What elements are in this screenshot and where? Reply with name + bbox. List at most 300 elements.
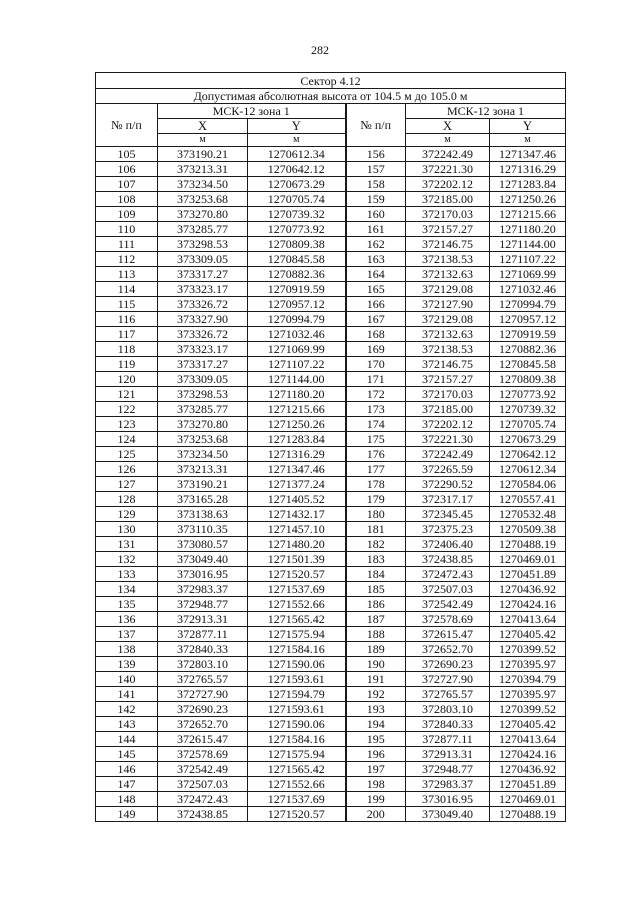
y-coord-left: 1271520.57: [248, 807, 346, 822]
table-row: [96, 612, 566, 627]
x-coord-right: 372127.90: [406, 297, 490, 312]
x-coord-right: 372202.12: [406, 177, 490, 192]
left-num-header: № п/п: [96, 104, 158, 147]
point-number-left: 121: [96, 387, 158, 402]
point-number-left: 106: [96, 162, 158, 177]
y-coord-right: 1271215.66: [490, 207, 566, 222]
x-coord-left: 373253.68: [158, 192, 248, 207]
point-number-left: 125: [96, 447, 158, 462]
y-coord-right: 1270557.41: [490, 492, 566, 507]
y-coord-right: 1271107.22: [490, 252, 566, 267]
point-number-right: 177: [346, 462, 406, 477]
point-number-right: 188: [346, 627, 406, 642]
x-coord-left: 372727.90: [158, 687, 248, 702]
x-coord-left: 372983.37: [158, 582, 248, 597]
point-number-right: 156: [346, 147, 406, 162]
point-number-left: 145: [96, 747, 158, 762]
point-number-right: 173: [346, 402, 406, 417]
y-coord-right: 1271032.46: [490, 282, 566, 297]
table-row: [96, 792, 566, 807]
table-row: [96, 657, 566, 672]
point-number-right: 193: [346, 702, 406, 717]
y-coord-left: 1271405.52: [248, 492, 346, 507]
y-coord-left: 1271316.29: [248, 447, 346, 462]
x-coord-right: 372507.03: [406, 582, 490, 597]
point-number-right: 174: [346, 417, 406, 432]
point-number-left: 115: [96, 297, 158, 312]
table-row: [96, 357, 566, 372]
x-coord-right: 372129.08: [406, 282, 490, 297]
table-row: [96, 387, 566, 402]
x-coord-right: 372438.85: [406, 552, 490, 567]
x-coord-left: 372507.03: [158, 777, 248, 792]
x-coord-left: 373317.27: [158, 267, 248, 282]
point-number-right: 194: [346, 717, 406, 732]
table-row: [96, 492, 566, 507]
x-coord-left: 372472.43: [158, 792, 248, 807]
y-coord-right: 1270488.19: [490, 807, 566, 822]
point-number-left: 126: [96, 462, 158, 477]
y-coord-left: 1270773.92: [248, 222, 346, 237]
y-coord-left: 1271593.61: [248, 672, 346, 687]
y-coord-right: 1270809.38: [490, 372, 566, 387]
table-row: [96, 327, 566, 342]
point-number-right: 200: [346, 807, 406, 822]
y-coord-right: 1270957.12: [490, 312, 566, 327]
y-coord-left: 1271575.94: [248, 747, 346, 762]
x-coord-left: 373234.50: [158, 447, 248, 462]
point-number-right: 179: [346, 492, 406, 507]
x-coord-left: 372877.11: [158, 627, 248, 642]
x-coord-right: 372578.69: [406, 612, 490, 627]
x-coord-right: 372983.37: [406, 777, 490, 792]
point-number-left: 148: [96, 792, 158, 807]
y-coord-left: 1271552.66: [248, 777, 346, 792]
y-coord-right: 1270436.92: [490, 582, 566, 597]
y-coord-left: 1271107.22: [248, 357, 346, 372]
x-coord-right: 372129.08: [406, 312, 490, 327]
x-coord-right: 372652.70: [406, 642, 490, 657]
point-number-left: 117: [96, 327, 158, 342]
y-coord-right: 1271250.26: [490, 192, 566, 207]
point-number-right: 196: [346, 747, 406, 762]
table-row: [96, 417, 566, 432]
x-coord-right: 372242.49: [406, 447, 490, 462]
x-coord-right: 372185.00: [406, 192, 490, 207]
point-number-right: 190: [346, 657, 406, 672]
point-number-left: 105: [96, 147, 158, 162]
x-coord-right: 372727.90: [406, 672, 490, 687]
table-row: [96, 462, 566, 477]
table-row: [96, 372, 566, 387]
y-coord-left: 1271565.42: [248, 762, 346, 777]
page-number: 282: [311, 43, 329, 57]
point-number-right: 165: [346, 282, 406, 297]
point-number-left: 113: [96, 267, 158, 282]
point-number-left: 143: [96, 717, 158, 732]
x-coord-left: 373326.72: [158, 327, 248, 342]
point-number-right: 180: [346, 507, 406, 522]
x-coord-left: 373309.05: [158, 372, 248, 387]
y-coord-right: 1270405.42: [490, 627, 566, 642]
x-coord-left: 373298.53: [158, 387, 248, 402]
table-row: [96, 222, 566, 237]
x-coord-right: 372132.63: [406, 327, 490, 342]
y-coord-left: 1271501.39: [248, 552, 346, 567]
y-coord-left: 1271590.06: [248, 657, 346, 672]
y-coord-left: 1271250.26: [248, 417, 346, 432]
left-x-header: X: [158, 119, 248, 134]
x-coord-right: 372913.31: [406, 747, 490, 762]
x-coord-right: 372265.59: [406, 462, 490, 477]
point-number-right: 183: [346, 552, 406, 567]
table-row: [96, 477, 566, 492]
point-number-right: 189: [346, 642, 406, 657]
y-coord-right: 1270405.42: [490, 717, 566, 732]
x-coord-left: 373317.27: [158, 357, 248, 372]
table-row: [96, 717, 566, 732]
y-coord-left: 1270882.36: [248, 267, 346, 282]
y-coord-right: 1270413.64: [490, 612, 566, 627]
y-coord-right: 1271347.46: [490, 147, 566, 162]
x-coord-right: 372170.03: [406, 207, 490, 222]
right-x-header: X: [406, 119, 490, 134]
x-coord-right: 372221.30: [406, 432, 490, 447]
x-coord-left: 373016.95: [158, 567, 248, 582]
x-coord-left: 373190.21: [158, 147, 248, 162]
x-coord-left: 372652.70: [158, 717, 248, 732]
table-row: [96, 567, 566, 582]
table-row: [96, 762, 566, 777]
point-number-right: 184: [346, 567, 406, 582]
y-coord-left: 1271032.46: [248, 327, 346, 342]
point-number-right: 199: [346, 792, 406, 807]
table-row: [96, 207, 566, 222]
x-coord-right: 372242.49: [406, 147, 490, 162]
y-coord-left: 1270612.34: [248, 147, 346, 162]
table-row: [96, 267, 566, 282]
point-number-left: 137: [96, 627, 158, 642]
point-number-left: 140: [96, 672, 158, 687]
point-number-right: 175: [346, 432, 406, 447]
point-number-left: 133: [96, 567, 158, 582]
y-coord-left: 1270994.79: [248, 312, 346, 327]
point-number-left: 136: [96, 612, 158, 627]
point-number-right: 192: [346, 687, 406, 702]
y-coord-right: 1270509.38: [490, 522, 566, 537]
point-number-left: 112: [96, 252, 158, 267]
table-row: [96, 312, 566, 327]
x-coord-left: 373285.77: [158, 402, 248, 417]
y-coord-left: 1270845.58: [248, 252, 346, 267]
y-coord-right: 1271180.20: [490, 222, 566, 237]
table-row: [96, 597, 566, 612]
y-coord-left: 1270809.38: [248, 237, 346, 252]
point-number-left: 138: [96, 642, 158, 657]
x-coord-right: 372202.12: [406, 417, 490, 432]
y-coord-left: 1271552.66: [248, 597, 346, 612]
table-row: [96, 297, 566, 312]
x-coord-right: 372472.43: [406, 567, 490, 582]
table-row: [96, 807, 566, 822]
y-coord-left: 1271480.20: [248, 537, 346, 552]
x-coord-left: 372803.10: [158, 657, 248, 672]
y-coord-left: 1271584.16: [248, 732, 346, 747]
x-coord-right: 372221.30: [406, 162, 490, 177]
point-number-left: 114: [96, 282, 158, 297]
point-number-right: 186: [346, 597, 406, 612]
right-num-header: № п/п: [346, 104, 406, 147]
point-number-right: 160: [346, 207, 406, 222]
point-number-left: 110: [96, 222, 158, 237]
y-coord-left: 1271215.66: [248, 402, 346, 417]
point-number-right: 198: [346, 777, 406, 792]
point-number-left: 107: [96, 177, 158, 192]
x-coord-left: 372690.23: [158, 702, 248, 717]
point-number-left: 123: [96, 417, 158, 432]
point-number-left: 111: [96, 237, 158, 252]
point-number-right: 168: [346, 327, 406, 342]
x-coord-right: 372345.45: [406, 507, 490, 522]
y-coord-right: 1270994.79: [490, 297, 566, 312]
y-coord-right: 1270584.06: [490, 477, 566, 492]
table-row: [96, 177, 566, 192]
right-system-header: МСК-12 зона 1: [406, 104, 566, 119]
y-coord-right: 1270773.92: [490, 387, 566, 402]
y-coord-right: 1270394.79: [490, 672, 566, 687]
x-coord-left: 373326.72: [158, 297, 248, 312]
x-coord-right: 372840.33: [406, 717, 490, 732]
table-row: [96, 777, 566, 792]
table-row: [96, 552, 566, 567]
right-y-header: Y: [490, 119, 566, 134]
point-number-left: 127: [96, 477, 158, 492]
table-row: [96, 507, 566, 522]
x-coord-right: 372170.03: [406, 387, 490, 402]
y-coord-left: 1270642.12: [248, 162, 346, 177]
table-row: [96, 582, 566, 597]
coordinates-table: [95, 72, 566, 822]
point-number-right: 159: [346, 192, 406, 207]
y-coord-right: 1270469.01: [490, 552, 566, 567]
point-number-left: 108: [96, 192, 158, 207]
x-coord-right: 372290.52: [406, 477, 490, 492]
point-number-right: 162: [346, 237, 406, 252]
point-number-right: 163: [346, 252, 406, 267]
point-number-right: 169: [346, 342, 406, 357]
point-number-left: 134: [96, 582, 158, 597]
y-coord-left: 1271537.69: [248, 792, 346, 807]
y-coord-left: 1271144.00: [248, 372, 346, 387]
x-coord-left: 373234.50: [158, 177, 248, 192]
left-system-header: МСК-12 зона 1: [158, 104, 346, 119]
table-row: [96, 147, 566, 162]
x-coord-left: 372578.69: [158, 747, 248, 762]
point-number-right: 171: [346, 372, 406, 387]
point-number-right: 185: [346, 582, 406, 597]
y-coord-right: 1270424.16: [490, 597, 566, 612]
point-number-right: 176: [346, 447, 406, 462]
x-coord-left: 373138.63: [158, 507, 248, 522]
y-coord-right: 1270424.16: [490, 747, 566, 762]
x-coord-right: 372690.23: [406, 657, 490, 672]
x-coord-right: 372406.40: [406, 537, 490, 552]
y-coord-left: 1270673.29: [248, 177, 346, 192]
x-coord-right: 373049.40: [406, 807, 490, 822]
x-coord-right: 372138.53: [406, 342, 490, 357]
point-number-right: 172: [346, 387, 406, 402]
table-row: [96, 342, 566, 357]
point-number-right: 181: [346, 522, 406, 537]
left-y-header: Y: [248, 119, 346, 134]
y-coord-right: 1270399.52: [490, 702, 566, 717]
y-coord-right: 1270673.29: [490, 432, 566, 447]
point-number-right: 167: [346, 312, 406, 327]
point-number-right: 187: [346, 612, 406, 627]
y-coord-right: 1270413.64: [490, 732, 566, 747]
y-coord-right: 1270488.19: [490, 537, 566, 552]
point-number-left: 146: [96, 762, 158, 777]
point-number-left: 147: [96, 777, 158, 792]
table-row: [96, 732, 566, 747]
right-x-unit: м: [406, 134, 490, 147]
x-coord-right: 372877.11: [406, 732, 490, 747]
table-row: [96, 447, 566, 462]
x-coord-left: 372615.47: [158, 732, 248, 747]
y-coord-right: 1270451.89: [490, 777, 566, 792]
x-coord-left: 373327.90: [158, 312, 248, 327]
point-number-right: 170: [346, 357, 406, 372]
x-coord-right: 372157.27: [406, 372, 490, 387]
y-coord-right: 1270739.32: [490, 402, 566, 417]
x-coord-right: 373016.95: [406, 792, 490, 807]
point-number-right: 195: [346, 732, 406, 747]
point-number-left: 132: [96, 552, 158, 567]
y-coord-right: 1270642.12: [490, 447, 566, 462]
y-coord-left: 1271594.79: [248, 687, 346, 702]
x-coord-left: 373213.31: [158, 462, 248, 477]
point-number-right: 158: [346, 177, 406, 192]
point-number-left: 142: [96, 702, 158, 717]
y-coord-left: 1270919.59: [248, 282, 346, 297]
x-coord-left: 373285.77: [158, 222, 248, 237]
table-row: [96, 432, 566, 447]
x-coord-left: 372765.57: [158, 672, 248, 687]
point-number-left: 128: [96, 492, 158, 507]
point-number-right: 182: [346, 537, 406, 552]
table-row: [96, 402, 566, 417]
y-coord-left: 1271590.06: [248, 717, 346, 732]
x-coord-left: 373270.80: [158, 207, 248, 222]
y-coord-left: 1271584.16: [248, 642, 346, 657]
x-coord-right: 372146.75: [406, 357, 490, 372]
x-coord-left: 373253.68: [158, 432, 248, 447]
point-number-left: 144: [96, 732, 158, 747]
sector-title: Сектор 4.12: [96, 73, 566, 89]
y-coord-left: 1271520.57: [248, 567, 346, 582]
y-coord-right: 1270612.34: [490, 462, 566, 477]
x-coord-left: 372542.49: [158, 762, 248, 777]
y-coord-right: 1271316.29: [490, 162, 566, 177]
point-number-left: 135: [96, 597, 158, 612]
x-coord-right: 372138.53: [406, 252, 490, 267]
table-body: [96, 147, 566, 822]
y-coord-right: 1270882.36: [490, 342, 566, 357]
point-number-left: 141: [96, 687, 158, 702]
table-row: [96, 252, 566, 267]
point-number-left: 124: [96, 432, 158, 447]
point-number-right: 197: [346, 762, 406, 777]
table-header: [96, 73, 566, 147]
y-coord-left: 1271283.84: [248, 432, 346, 447]
point-number-left: 109: [96, 207, 158, 222]
point-number-left: 149: [96, 807, 158, 822]
y-coord-left: 1271180.20: [248, 387, 346, 402]
y-coord-left: 1270957.12: [248, 297, 346, 312]
x-coord-right: 372185.00: [406, 402, 490, 417]
table-row: [96, 537, 566, 552]
x-coord-right: 372132.63: [406, 267, 490, 282]
x-coord-left: 373165.28: [158, 492, 248, 507]
table-row: [96, 282, 566, 297]
point-number-left: 130: [96, 522, 158, 537]
point-number-left: 118: [96, 342, 158, 357]
point-number-left: 116: [96, 312, 158, 327]
y-coord-right: 1271069.99: [490, 267, 566, 282]
x-coord-left: 373323.17: [158, 342, 248, 357]
y-coord-left: 1271377.24: [248, 477, 346, 492]
y-coord-left: 1271069.99: [248, 342, 346, 357]
point-number-left: 131: [96, 537, 158, 552]
point-number-right: 164: [346, 267, 406, 282]
x-coord-right: 372765.57: [406, 687, 490, 702]
y-coord-right: 1271144.00: [490, 237, 566, 252]
x-coord-right: 372542.49: [406, 597, 490, 612]
x-coord-left: 372913.31: [158, 612, 248, 627]
x-coord-left: 373270.80: [158, 417, 248, 432]
point-number-right: 166: [346, 297, 406, 312]
table-row: [96, 687, 566, 702]
y-coord-left: 1271575.94: [248, 627, 346, 642]
y-coord-right: 1270395.97: [490, 687, 566, 702]
x-coord-left: 373190.21: [158, 477, 248, 492]
table-row: [96, 747, 566, 762]
right-y-unit: м: [490, 134, 566, 147]
y-coord-left: 1271565.42: [248, 612, 346, 627]
x-coord-left: 373049.40: [158, 552, 248, 567]
x-coord-right: 372375.23: [406, 522, 490, 537]
y-coord-left: 1270705.74: [248, 192, 346, 207]
point-number-left: 120: [96, 372, 158, 387]
y-coord-left: 1271347.46: [248, 462, 346, 477]
point-number-right: 157: [346, 162, 406, 177]
y-coord-left: 1271537.69: [248, 582, 346, 597]
y-coord-right: 1270399.52: [490, 642, 566, 657]
left-x-unit: м: [158, 134, 248, 147]
y-coord-left: 1270739.32: [248, 207, 346, 222]
x-coord-left: 372438.85: [158, 807, 248, 822]
y-coord-left: 1271432.17: [248, 507, 346, 522]
x-coord-right: 372157.27: [406, 222, 490, 237]
x-coord-left: 373213.31: [158, 162, 248, 177]
y-coord-right: 1270919.59: [490, 327, 566, 342]
x-coord-right: 372615.47: [406, 627, 490, 642]
x-coord-left: 372948.77: [158, 597, 248, 612]
x-coord-right: 372948.77: [406, 762, 490, 777]
table-row: [96, 627, 566, 642]
point-number-left: 139: [96, 657, 158, 672]
height-range: Допустимая абсолютная высота от 104.5 м до 105.0 м: [96, 89, 566, 104]
